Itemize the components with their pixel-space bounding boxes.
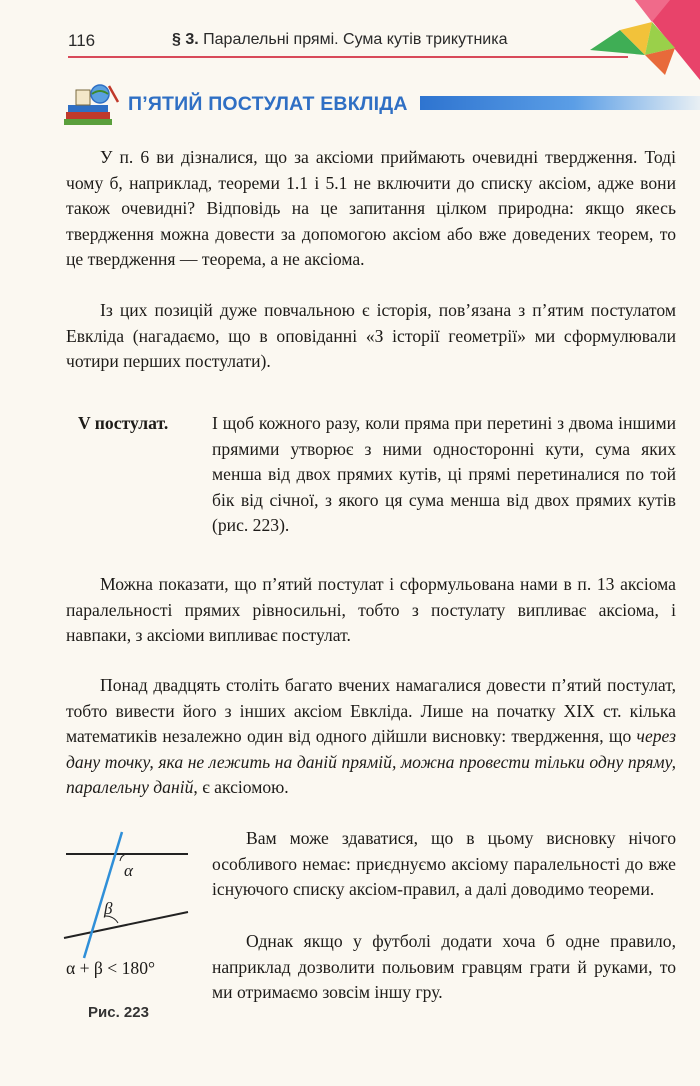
postulate-text: І щоб кожного разу, коли пряма при перетині з двома іншими прямими утворює з ними односторонні кути, сума яких менша від двох прямих кутів, ці прямі перетиналися по той бік від січної, з якого ця сума менша від двох прямих кутів (рис. 223). — [212, 413, 676, 536]
figure-223-diagram — [60, 830, 200, 960]
angle-sum-formula: α + β < 180° — [66, 958, 156, 978]
figure-caption: Рис. 223 — [88, 1004, 149, 1021]
page-header — [0, 0, 700, 60]
alpha-label: α — [124, 861, 133, 880]
paragraph-4-end: , є аксіомою. — [193, 777, 289, 798]
postulate-label: V постулат. — [78, 413, 169, 433]
paragraph-4 — [66, 673, 676, 801]
paragraph-3: Можна показати, що п’ятий постулат і сформульована нами в п. 13 аксіома паралельності прямих рівносильні, тобто з постулату випливає аксіома, і навпаки, з аксіоми випливає постулат. — [66, 574, 676, 646]
section-running-name: Паралельні прямі. Сума кутів трикутника — [203, 31, 508, 48]
page-number: 116 — [68, 31, 96, 50]
section-title-stripe — [420, 96, 700, 110]
running-title — [172, 31, 507, 49]
transversal-line — [84, 832, 122, 958]
lower-line — [64, 912, 188, 938]
header-rule — [68, 56, 628, 58]
section-number: § 3. — [172, 31, 199, 48]
beta-label: β — [104, 899, 113, 918]
alpha-arc — [120, 854, 126, 861]
tangram-corner-icon — [590, 0, 700, 80]
section-heading — [62, 84, 700, 126]
paragraph-2: Із цих позицій дуже повчальною є історія, пов’язана з п’ятим постулатом Евкліда (нагадаємо, що в оповіданні «З історії геометрії» ми сформулювали чотири перших постулати). — [66, 300, 676, 372]
paragraph-6: Однак якщо у футболі додати хоча б одне правило, наприклад дозволити польовим гравцям грати й руками, то ми отримаємо зовсім іншу гру. — [212, 931, 676, 1003]
paragraph-4-start: Понад двадцять століть багато вчених намагалися довести п’ятий постулат, тобто вивести його з інших аксіом Евкліда. Лише на початку XIX ст. кілька математиків незалежно один від одного дійшли висновку: твердження, що — [66, 675, 676, 747]
books-globe-icon — [62, 84, 120, 126]
section-title: П’ЯТИЙ ПОСТУЛАТ ЕВКЛІДА — [128, 93, 408, 115]
paragraph-5: Вам може здаватися, що в цьому висновку нічого особливого немає: приєднуємо аксіому паралельності до вже існуючого списку аксіом-правил, а далі доводимо теореми. — [212, 828, 676, 900]
parallel-axiom-statement: через дану точку, яка не лежить на даній прямій, можна провести тільки одну пряму, паралельну даній — [66, 726, 676, 798]
paragraph-1: У п. 6 ви дізналися, що за аксіоми приймають очевидні твердження. Тоді чому б, наприклад, теореми 1.1 і 5.1 не включити до списку аксіом, адже вони також очевидні? Відповідь на це запитання цілком природна: якщо якесь твердження можна довести за допомогою аксіом або вже доведених теорем, то це твердження — теорема, а не аксіома. — [66, 147, 676, 270]
